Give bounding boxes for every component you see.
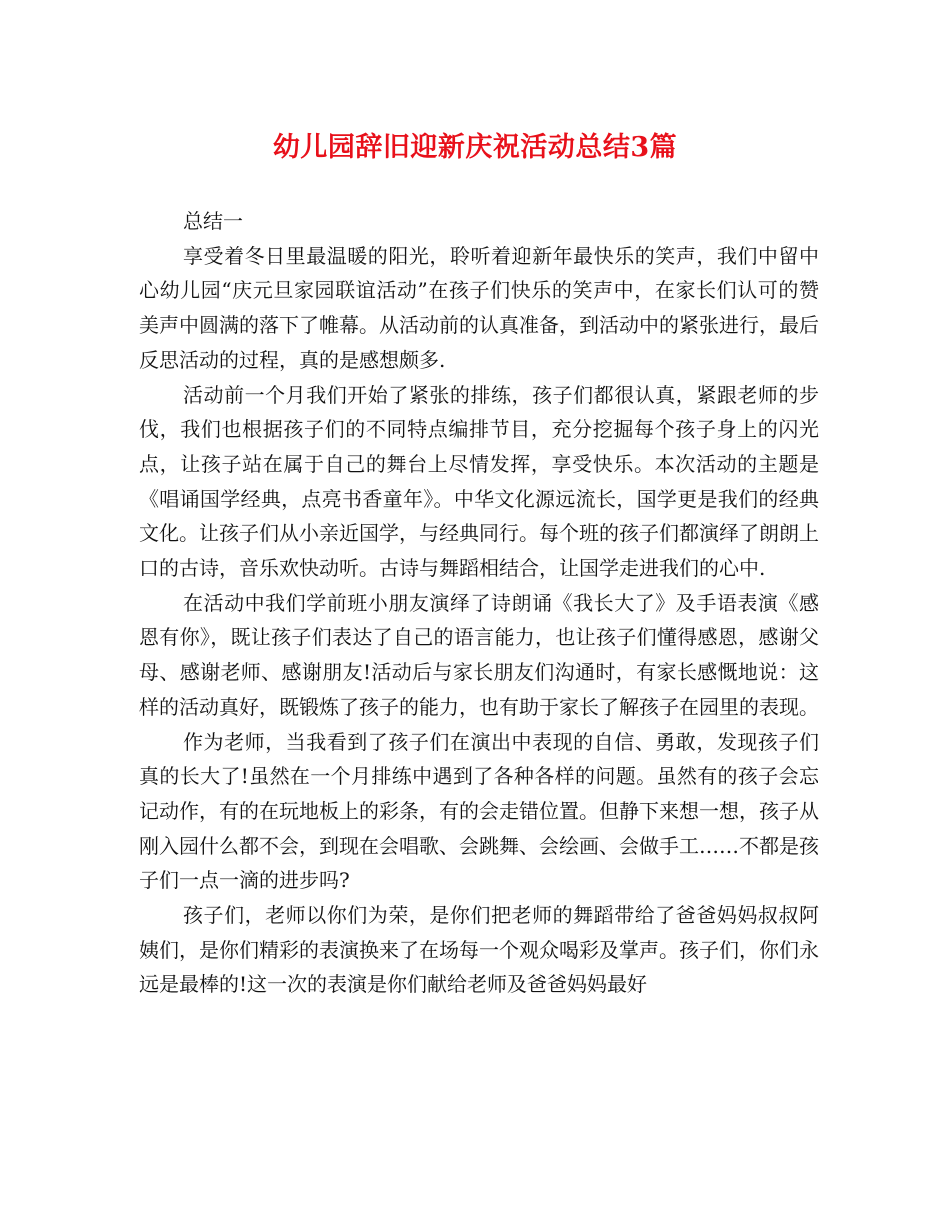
paragraph: 孩子们，老师以你们为荣，是你们把老师的舞蹈带给了爸爸妈妈叔叔阿姨们，是你们精彩的表演换来了在场每一个观众喝彩及掌声。孩子们，你们永远是最棒的!这一次的表演是你们献给老师及爸爸妈妈最好 (139, 903, 819, 997)
paragraph: 活动前一个月我们开始了紧张的排练，孩子们都很认真，紧跟老师的步伐，我们也根据孩子们的不同特点编排节目，充分挖掘每个孩子身上的闪光点，让孩子站在属于自己的舞台上尽情发挥，享受快乐。本次活动的主题是《唱诵国学经典，点亮书香童年》。中华文化源远流长，国学更是我们的经典文化。让孩子们从小亲近国学，与经典同行。每个班的孩子们都演绎了朗朗上口的古诗，音乐欢快动听。古诗与舞蹈相结合，让国学走进我们的心中. (139, 382, 819, 581)
document-body (139, 204, 819, 1002)
section-heading: 总结一 (183, 209, 243, 233)
paragraph: 在活动中我们学前班小朋友演绎了诗朗诵《我长大了》及手语表演《感恩有你》，既让孩子们表达了自己的语言能力，也让孩子们懂得感恩，感谢父母、感谢老师、感谢朋友!活动后与家长朋友们沟通时，有家长感慨地说：这样的活动真好，既锻炼了孩子的能力，也有助于家长了解孩子在园里的表现。 (139, 590, 819, 719)
paragraph: 作为老师，当我看到了孩子们在演出中表现的自信、勇敢，发现孩子们真的长大了!虽然在一个月排练中遇到了各种各样的问题。虽然有的孩子会忘记动作，有的在玩地板上的彩条，有的会走错位置。但静下来想一想，孩子从刚入园什么都不会，到现在会唱歌、会跳舞、会绘画、会做手工……不都是孩子们一点一滴的进步吗? (139, 729, 819, 893)
paragraph: 享受着冬日里最温暖的阳光，聆听着迎新年最快乐的笑声，我们中留中心幼儿园“庆元旦家园联谊活动”在孩子们快乐的笑声中，在家长们认可的赞美声中圆满的落下了帷幕。从活动前的认真准备，到活动中的紧张进行，最后反思活动的过程，真的是感想颇多. (139, 243, 819, 372)
document-title: 幼儿园辞旧迎新庆祝活动总结3篇 (272, 132, 678, 163)
